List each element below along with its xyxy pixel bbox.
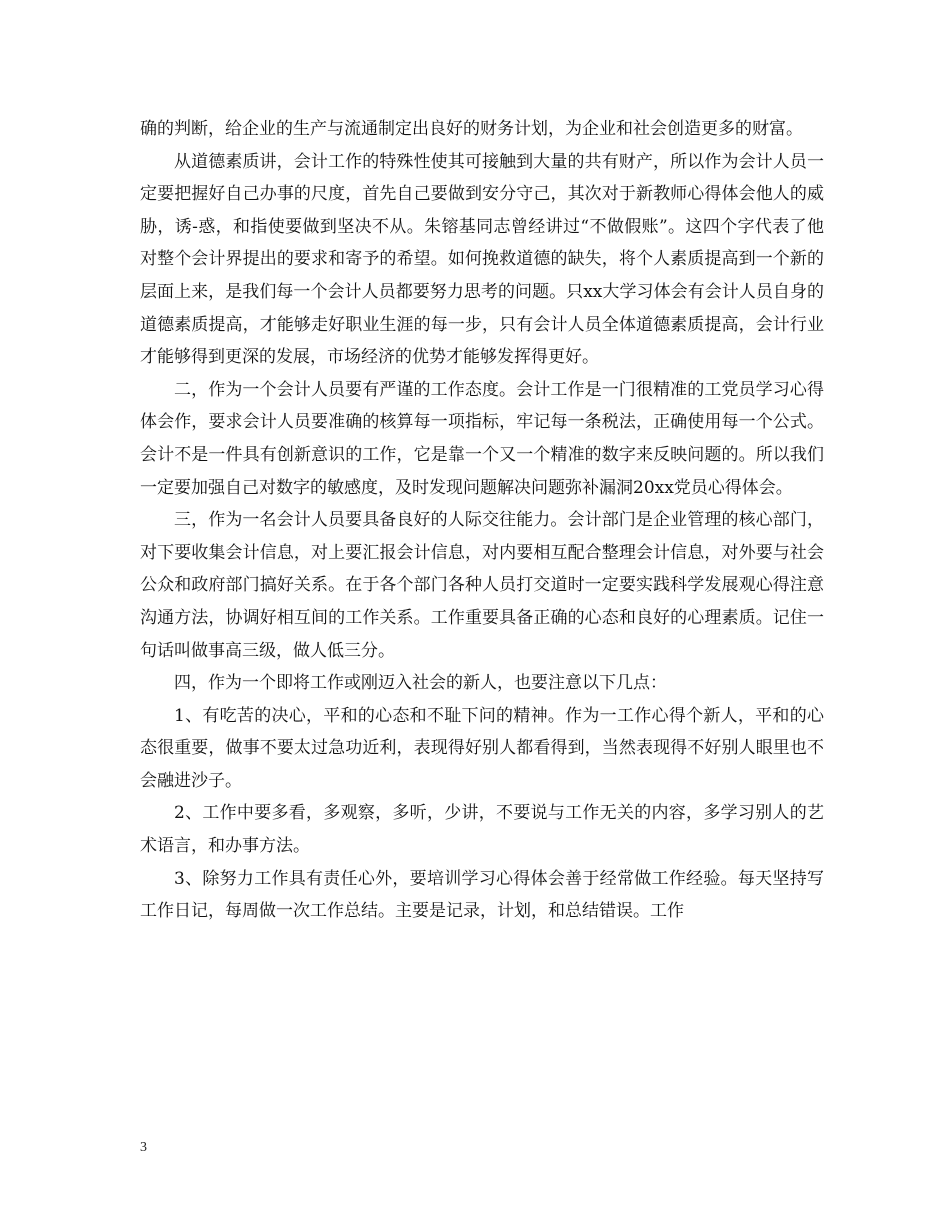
page-number: 3 xyxy=(140,1140,147,1155)
paragraph-4: 三，作为一名会计人员要具备良好的人际交往能力。会计部门是企业管理的核心部门，对下要收集会计信息，对上要汇报会计信息，对内要相互配合整理会计信息，对外要与社会公众和政府部门搞好关系。在于各个部门各种人员打交道时一定要实践科学发展观心得注意沟通方法，协调好相互间的工作关系。工作重要具备正确的心态和良好的心理素质。记住一句话叫做事高三级，做人低三分。 xyxy=(140,510,824,661)
paragraph-6: 1、有吃苦的决心，平和的心态和不耻下问的精神。作为一工作心得个新人，平和的心态很重要，做事不要太过急功近利，表现得好别人都看得到，当然表现得不好别人眼里也不会融进沙子。 xyxy=(140,705,824,791)
paragraph-3: 二，作为一个会计人员要有严谨的工作态度。会计工作是一门很精准的工党员学习心得体会作，要求会计人员要准确的核算每一项指标，牢记每一条税法，正确使用每一个公式。会计不是一件具有创新意识的工作，它是靠一个又一个精准的数字来反映问题的。所以我们一定要加强自己对数字的敏感度，及时发现问题解决问题弥补漏洞20xx党员心得体会。 xyxy=(140,379,824,498)
paragraph-1: 确的判断，给企业的生产与流通制定出良好的财务计划，为企业和社会创造更多的财富。 xyxy=(140,119,803,139)
paragraph-2: 从道德素质讲，会计工作的特殊性使其可接触到大量的共有财产，所以作为会计人员一定要把握好自己办事的尺度，首先自己要做到安分守己，其次对于新教师心得体会他人的威胁，诱-惑，和指使要做到坚决不从。朱镕基同志曾经讲过“不做假账”。这四个字代表了他对整个会计界提出的要求和寄予的希望。如何挽救道德的缺失，将个人素质提高到一个新的层面上来，是我们每一个会计人员都要努力思考的问题。只xx大学习体会有会计人员自身的道德素质提高，才能够走好职业生涯的每一步，只有会计人员全体道德素质提高，会计行业才能够得到更深的发展，市场经济的优势才能够发挥得更好。 xyxy=(140,151,824,368)
paragraph-5: 四，作为一个即将工作或刚迈入社会的新人，也要注意以下几点： xyxy=(174,673,667,694)
paragraph-8: 3、除努力工作具有责任心外，要培训学习心得体会善于经常做工作经验。每天坚持写工作日记，每周做一次工作总结。主要是记录，计划，和总结错误。工作 xyxy=(140,868,824,922)
document-body xyxy=(140,113,824,928)
paragraph-7: 2、工作中要多看，多观察，多听，少讲，不要说与工作无关的内容，多学习别人的艺术语言，和办事方法。 xyxy=(140,803,824,857)
